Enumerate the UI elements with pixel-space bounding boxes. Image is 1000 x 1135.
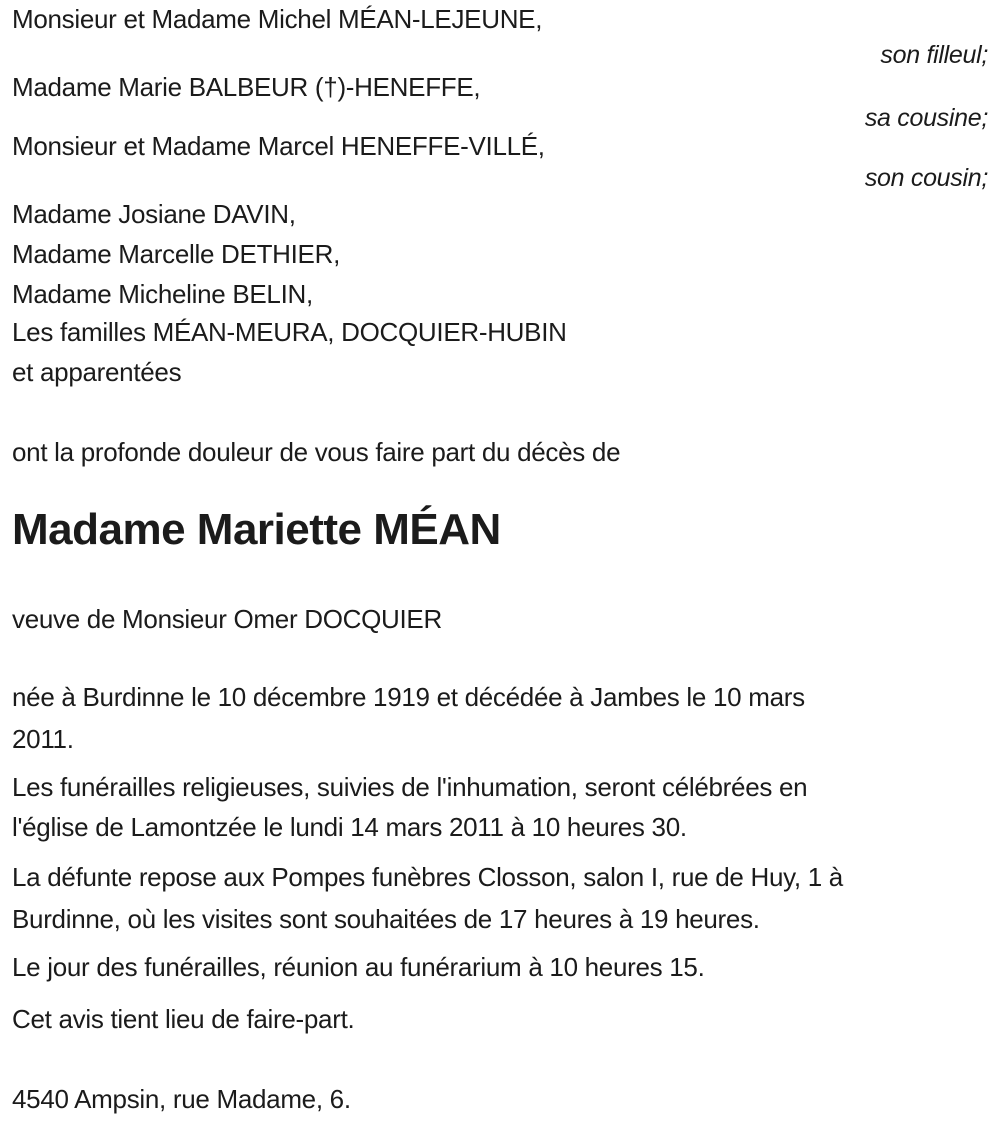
deceased-name-title: Madame Mariette MÉAN [12,505,501,554]
relative-name: Madame Josiane DAVIN, [12,199,296,229]
relative-name: Monsieur et Madame Marcel HENEFFE-VILLÉ, [12,131,545,161]
visitation-line: La défunte repose aux Pompes funèbres Closson, salon I, rue de Huy, 1 à [12,862,843,892]
birth-death-line: 2011. [12,724,74,754]
widow-of-line: veuve de Monsieur Omer DOCQUIER [12,604,442,634]
relative-relation: son filleul; [880,41,988,69]
announcement-text: ont la profonde douleur de vous faire part du décès de [12,437,621,467]
relative-name: Madame Micheline BELIN, [12,279,313,309]
relative-name: Les familles MÉAN-MEURA, DOCQUIER-HUBIN [12,317,567,347]
relative-relation: son cousin; [864,164,988,192]
relative-name: Madame Marcelle DETHIER, [12,239,340,269]
funerarium-meeting-line: Le jour des funérailles, réunion au funérarium à 10 heures 15. [12,952,705,982]
relative-name: et apparentées [12,357,182,387]
relative-name: Madame Marie BALBEUR (†)-HENEFFE, [12,72,481,102]
faire-part-line: Cet avis tient lieu de faire-part. [12,1004,355,1034]
address-line: 4540 Ampsin, rue Madame, 6. [12,1084,351,1114]
relative-name: Monsieur et Madame Michel MÉAN-LEJEUNE, [12,4,543,34]
funeral-service-line: Les funérailles religieuses, suivies de l'inhumation, seront célébrées en [12,772,808,802]
visitation-line: Burdinne, où les visites sont souhaitées de 17 heures à 19 heures. [12,904,760,934]
birth-death-line: née à Burdinne le 10 décembre 1919 et décédée à Jambes le 10 mars [12,682,805,712]
relative-relation: sa cousine; [864,104,988,132]
funeral-service-line: l'église de Lamontzée le lundi 14 mars 2011 à 10 heures 30. [12,812,687,842]
